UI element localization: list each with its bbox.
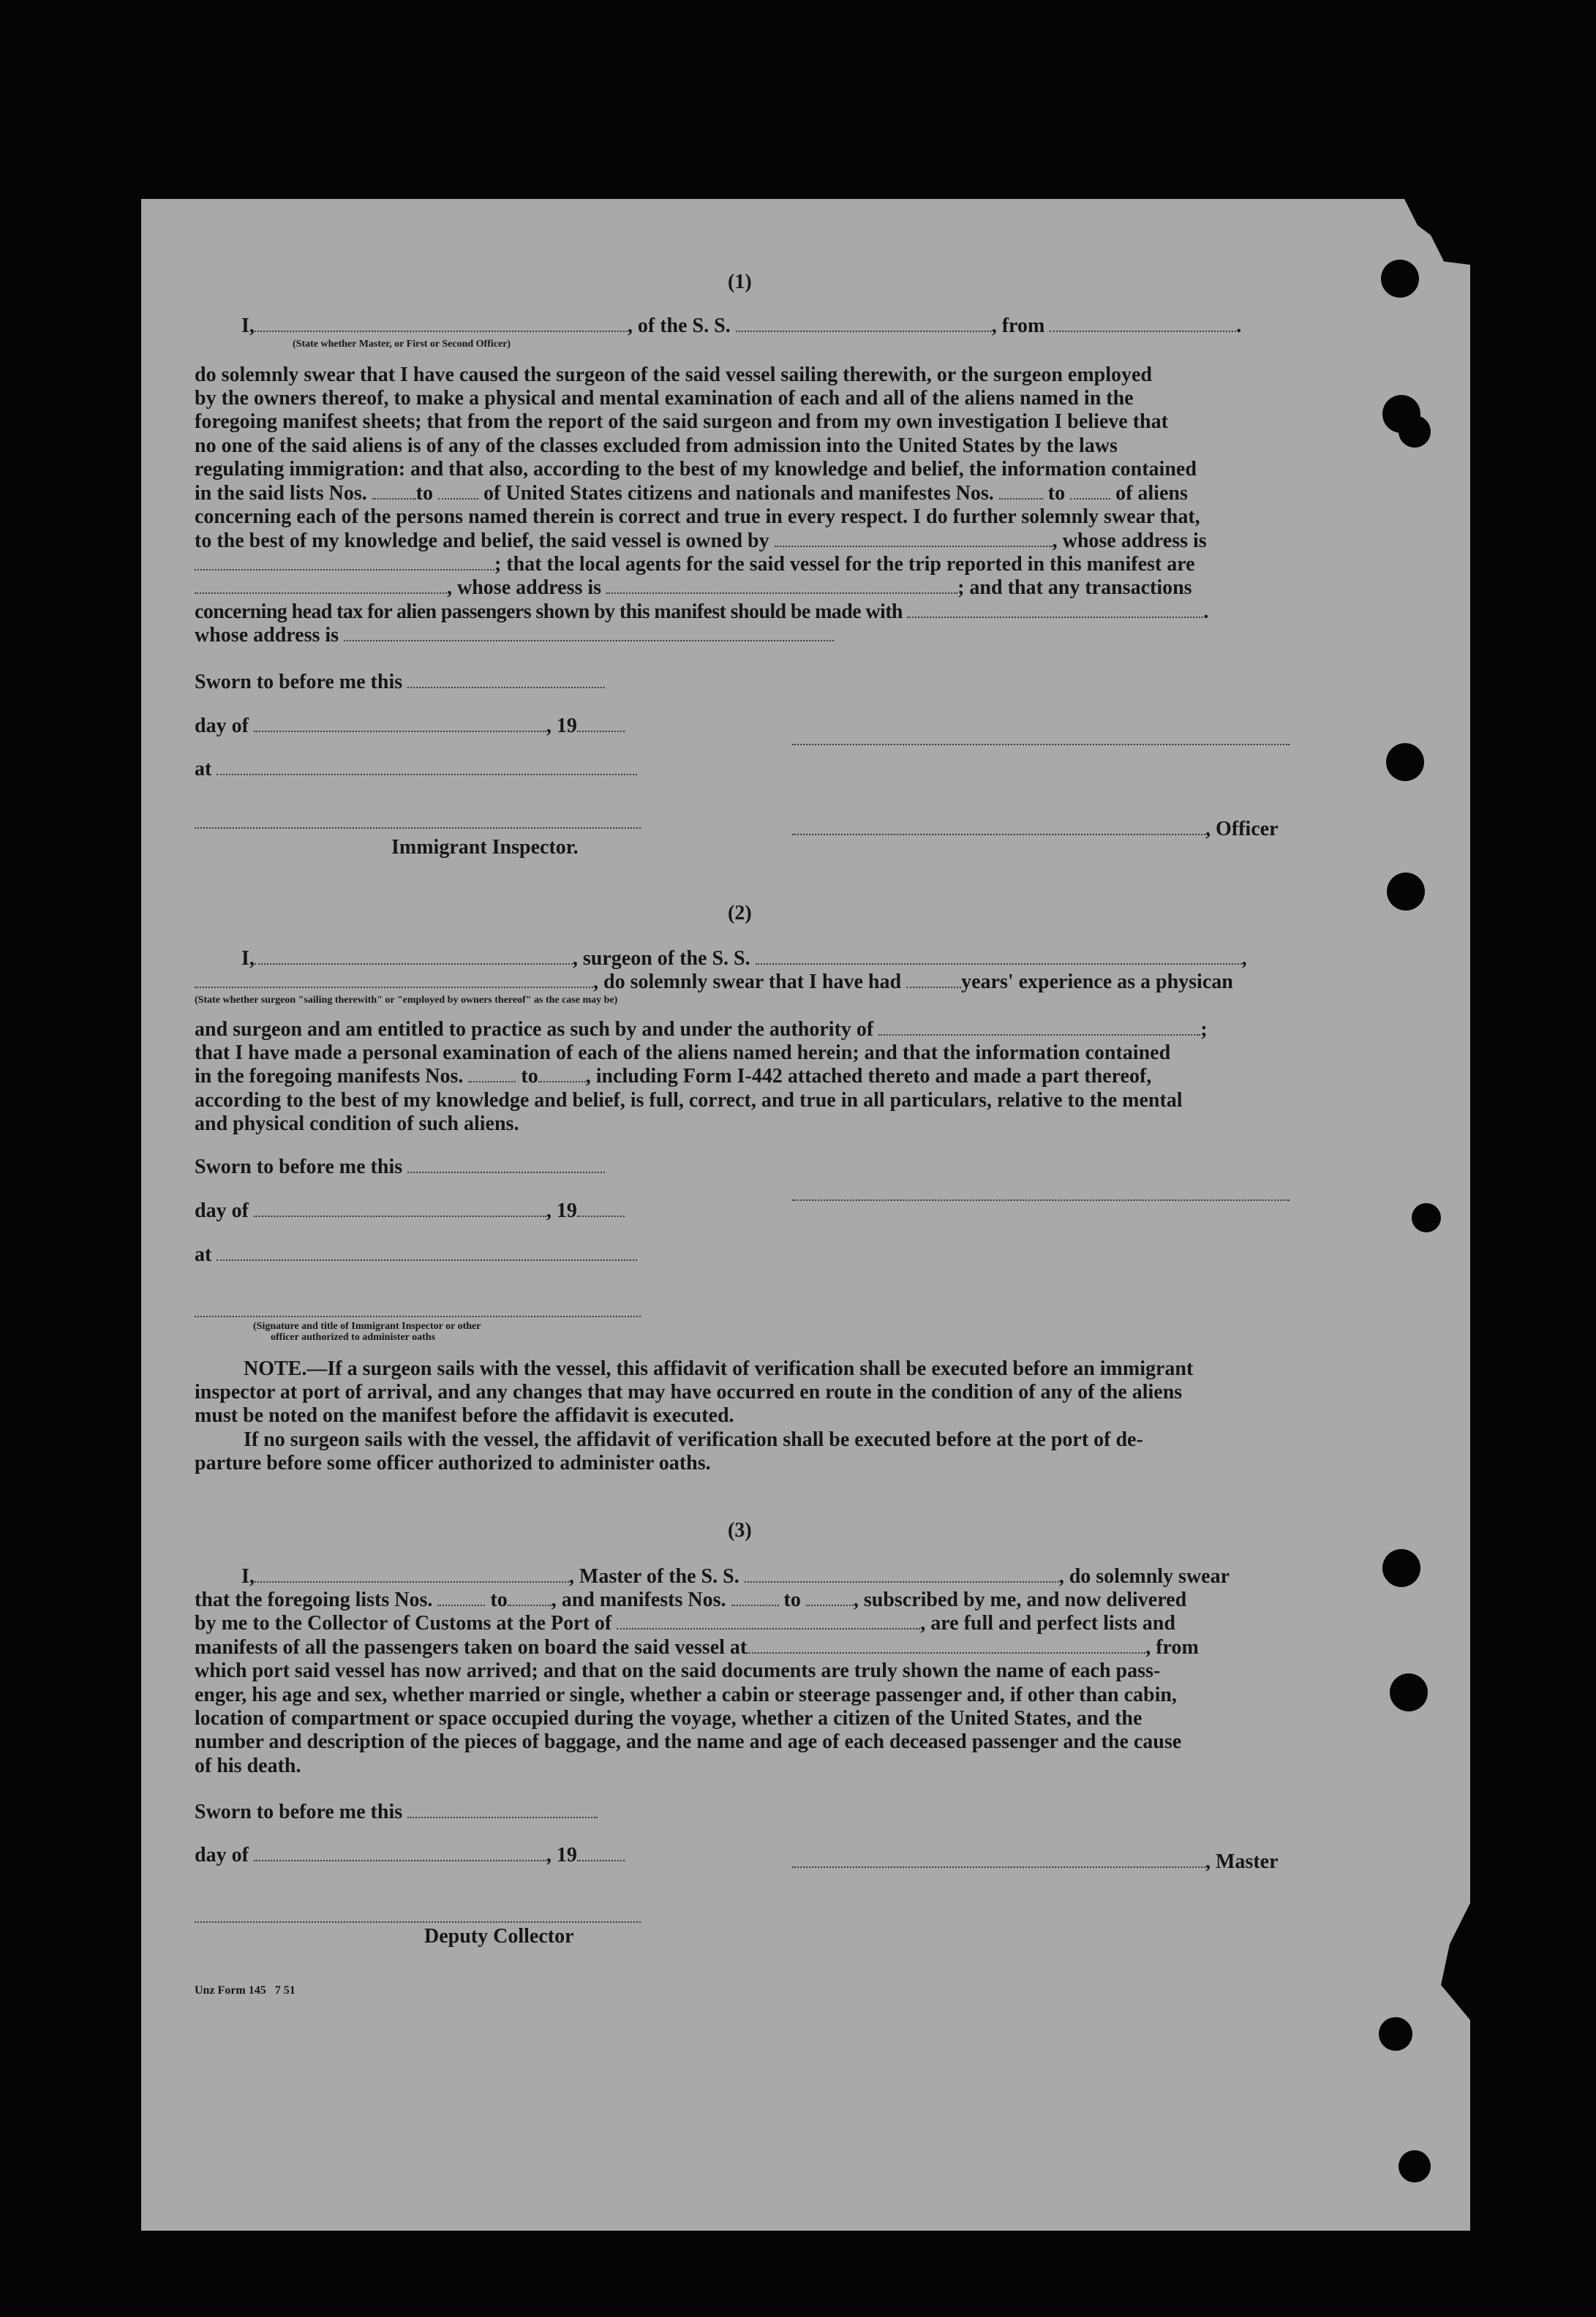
- manifest-no-from-field[interactable]: [999, 482, 1043, 500]
- oath-line: I, , Master of the S. S. , do solemnly swear: [241, 1565, 1230, 1588]
- oath-line: , do solemnly swear that I have had years' experience as a physican: [195, 971, 1233, 994]
- paragraph-line: and surgeon and am entitled to practice as such by and under the authority of ;: [195, 1018, 1208, 1041]
- head-tax-contact-field[interactable]: [907, 600, 1203, 618]
- lists-to-field[interactable]: [508, 1589, 552, 1606]
- owner-address-field[interactable]: [195, 553, 494, 570]
- surgeon-caption: (State whether surgeon "sailing therewith" or "employed by owners thereof" as the case may be): [195, 995, 618, 1006]
- note-line: NOTE.—If a surgeon sails with the vessel, this affidavit of verification shall be executed before an immigrant: [244, 1357, 1194, 1380]
- sworn-month-field[interactable]: [254, 1199, 546, 1217]
- signature-caption: officer authorized to administer oaths: [271, 1332, 436, 1343]
- sworn-label: Sworn to before me this: [195, 1156, 605, 1179]
- punch-hole: [1387, 873, 1425, 911]
- paragraph-line: of his death.: [195, 1755, 301, 1777]
- section-number: (3): [728, 1519, 752, 1542]
- punch-hole: [1390, 1673, 1428, 1711]
- paragraph-line: according to the best of my knowledge and belief, is full, correct, and true in all particulars, relative to the mental: [195, 1089, 1183, 1112]
- master-name-field[interactable]: [255, 1565, 569, 1583]
- inspector-signature-line[interactable]: [195, 827, 641, 829]
- paragraph-line: no one of the said aliens is of any of the classes excluded from admission into the United States by the laws: [195, 434, 1118, 457]
- paragraph-line: which port said vessel has now arrived; and that on the said documents are truly shown the name of each pass-: [195, 1659, 1161, 1682]
- signature-line[interactable]: [792, 1199, 1290, 1201]
- section-number: (1): [728, 271, 752, 293]
- list-no-from-field[interactable]: [372, 482, 416, 500]
- master-ship-field[interactable]: [745, 1565, 1059, 1583]
- section-number: (2): [728, 902, 752, 924]
- paragraph-line: concerning each of the persons named therein is correct and true in every respect. I do further solemnly swear that,: [195, 505, 1200, 528]
- sworn-day-field[interactable]: [407, 1156, 605, 1173]
- master-signature-field[interactable]: [792, 1850, 1205, 1868]
- punch-hole: [1382, 1549, 1420, 1587]
- note-line: inspector at port of arrival, and any changes that may have occurred en route in the condition of any of the aliens: [195, 1381, 1183, 1404]
- collector-signature-line[interactable]: [195, 1921, 641, 1923]
- boarding-port-field[interactable]: [747, 1636, 1145, 1654]
- paragraph-line: by me to the Collector of Customs at the Port of , are full and perfect lists and: [195, 1612, 1175, 1635]
- inspector-signature-line[interactable]: [195, 1316, 641, 1317]
- head-tax-address-field[interactable]: [344, 624, 834, 641]
- port-field[interactable]: [617, 1612, 920, 1630]
- officer-signature-field[interactable]: [792, 818, 1205, 835]
- paragraph-line: concerning head tax for alien passengers shown by this manifest should be made with .: [195, 600, 1208, 623]
- authority-field[interactable]: [878, 1018, 1200, 1036]
- paragraph-line: enger, his age and sex, whether married or single, whether a cabin or steerage passenger and, if other than cabin,: [195, 1684, 1177, 1706]
- oath-line: I, , of the S. S. , from .: [241, 314, 1242, 337]
- paragraph-line: to the best of my knowledge and belief, the said vessel is owned by , whose address is: [195, 530, 1207, 552]
- signature-line[interactable]: [792, 744, 1290, 745]
- manifests-from-field[interactable]: [731, 1589, 779, 1606]
- paragraph-line: in the foregoing manifests Nos. to , including Form I-442 attached thereto and made a part thereof,: [195, 1065, 1152, 1088]
- punch-hole: [1412, 1203, 1441, 1232]
- at-label: at: [195, 1243, 637, 1267]
- at-label: at: [195, 758, 637, 781]
- paragraph-line: whose address is: [195, 624, 834, 647]
- paragraph-line: ; that the local agents for the said vessel for the trip reported in this manifest are: [195, 553, 1195, 576]
- surgeon-ship-field[interactable]: [756, 947, 1242, 965]
- sworn-month-field[interactable]: [254, 1844, 546, 1861]
- paragraph-line: , whose address is ; and that any transactions: [195, 576, 1192, 600]
- sworn-place-field[interactable]: [217, 758, 637, 775]
- local-agents-field[interactable]: [195, 576, 447, 594]
- lists-from-field[interactable]: [437, 1589, 485, 1606]
- torn-edge-bottom-right: [1441, 1903, 1470, 2020]
- torn-corner-top-right: [1404, 199, 1470, 265]
- paragraph-line: foregoing manifest sheets; that from the report of the said surgeon and from my own investigation I believe that: [195, 410, 1168, 433]
- manifest-no-to-field[interactable]: [1070, 482, 1110, 500]
- paragraph-line: regulating immigration: and that also, according to the best of my knowledge and belief, the information contained: [195, 458, 1197, 481]
- from-port-field[interactable]: [1050, 314, 1236, 332]
- paragraph-line: number and description of the pieces of baggage, and the name and age of each deceased passenger and the cause: [195, 1730, 1182, 1753]
- sworn-label: Sworn to before me this: [195, 1801, 598, 1824]
- inspector-title: Immigrant Inspector.: [391, 836, 579, 859]
- list-no-to-field[interactable]: [438, 482, 478, 500]
- note-line: If no surgeon sails with the vessel, the affidavit of verification shall be executed before at the port of de-: [244, 1428, 1143, 1451]
- paragraph-line: location of compartment or space occupied during the voyage, whether a citizen of the United States, and the: [195, 1707, 1143, 1730]
- sworn-year-field[interactable]: [577, 715, 625, 732]
- punch-hole: [1399, 415, 1431, 448]
- years-experience-field[interactable]: [906, 971, 961, 988]
- sworn-year-field[interactable]: [577, 1199, 625, 1217]
- paragraph-line: in the said lists Nos. to of United States citizens and nationals and manifestes Nos. to of aliens: [195, 482, 1188, 505]
- paragraph-line: do solemnly swear that I have caused the surgeon of the said vessel sailing therewith, or the surgeon employed: [195, 363, 1152, 386]
- officer-line: , Officer: [792, 818, 1279, 841]
- paragraph-line: by the owners thereof, to make a physical and mental examination of each and all of the aliens named in the: [195, 387, 1134, 410]
- punch-hole: [1386, 743, 1424, 781]
- ship-name-field[interactable]: [736, 314, 992, 332]
- form-number: Unz Form 145 7 51: [195, 1984, 296, 1997]
- note-line: parture before some officer authorized to administer oaths.: [195, 1452, 711, 1474]
- sworn-month-field[interactable]: [254, 715, 546, 732]
- day-label: day of , 19: [195, 715, 625, 738]
- owner-field[interactable]: [775, 530, 1053, 547]
- punch-hole: [1379, 2017, 1412, 2051]
- master-line: , Master: [792, 1850, 1279, 1874]
- day-label: day of , 19: [195, 1199, 625, 1223]
- sworn-day-field[interactable]: [407, 1801, 598, 1818]
- manifests-to-field[interactable]: [806, 1589, 854, 1606]
- agents-address-field[interactable]: [606, 576, 957, 594]
- surgeon-status-field[interactable]: [195, 971, 593, 988]
- sworn-place-field[interactable]: [217, 1243, 637, 1261]
- officer-caption: (State whether Master, or First or Second Officer): [293, 339, 511, 350]
- signature-caption: (Signature and title of Immigrant Inspector or other: [253, 1321, 481, 1332]
- sworn-label: Sworn to before me this: [195, 671, 605, 694]
- paragraph-line: that I have made a personal examination of each of the aliens named herein; and that the information contained: [195, 1041, 1171, 1064]
- punch-hole: [1381, 260, 1419, 298]
- officer-name-field[interactable]: [255, 314, 628, 332]
- oath-line: I, , surgeon of the S. S. ,: [241, 947, 1247, 970]
- paragraph-line: and physical condition of such aliens.: [195, 1112, 519, 1135]
- manifest-from-field[interactable]: [468, 1065, 516, 1082]
- paragraph-line: that the foregoing lists Nos. to , and manifests Nos. to , subscribed by me, and now delivered: [195, 1589, 1187, 1611]
- punch-hole: [1399, 2150, 1431, 2182]
- paragraph-line: manifests of all the passengers taken on board the said vessel at , from: [195, 1636, 1199, 1659]
- manifest-to-field[interactable]: [538, 1065, 586, 1082]
- note-line: must be noted on the manifest before the affidavit is executed.: [195, 1404, 734, 1427]
- sworn-day-field[interactable]: [407, 671, 605, 688]
- collector-title: Deputy Collector: [424, 1925, 574, 1948]
- sworn-year-field[interactable]: [577, 1844, 625, 1861]
- surgeon-name-field[interactable]: [255, 947, 573, 965]
- day-label: day of , 19: [195, 1844, 625, 1867]
